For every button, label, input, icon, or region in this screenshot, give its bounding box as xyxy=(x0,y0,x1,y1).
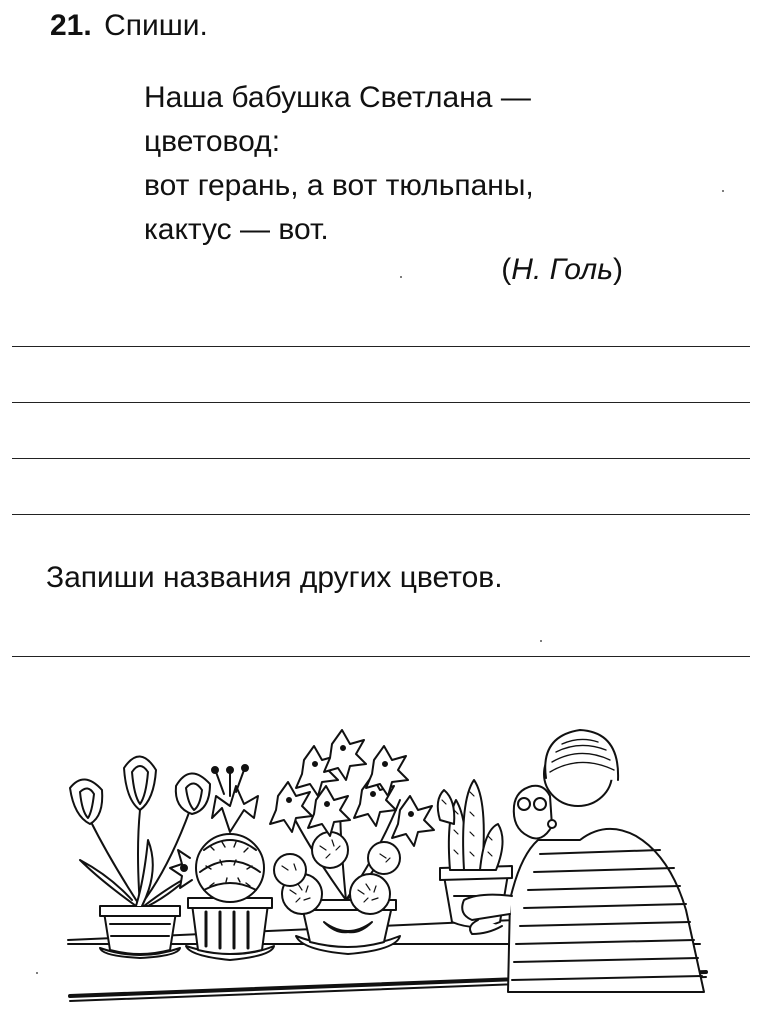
poem-line: кактус — вот. xyxy=(144,213,329,246)
attribution-close-paren: ) xyxy=(613,253,623,286)
scan-speck xyxy=(36,972,38,974)
task-number: 21. xyxy=(50,9,92,42)
writing-line[interactable] xyxy=(12,346,750,347)
writing-line[interactable] xyxy=(12,402,750,403)
geranium-plant-icon xyxy=(270,730,434,954)
grandmother-with-flowers-illustration xyxy=(40,700,720,1020)
writing-line[interactable] xyxy=(12,514,750,515)
writing-line[interactable] xyxy=(12,656,750,657)
poem-attribution xyxy=(144,248,623,292)
poem-line: Наша бабушка Светлана — xyxy=(144,81,531,114)
scan-speck xyxy=(722,190,724,192)
task-header xyxy=(50,6,208,46)
attribution-open-paren: ( xyxy=(501,253,512,286)
scan-speck xyxy=(400,276,402,278)
poem-line: цветовод: xyxy=(144,125,281,158)
poem-author: Н. Голь xyxy=(511,253,613,286)
scan-speck xyxy=(540,640,542,642)
task-instruction: Спиши. xyxy=(104,9,208,42)
task2-instruction: Запиши названия других цветов. xyxy=(46,561,503,594)
poem-line: вот герань, а вот тюльпаны, xyxy=(144,169,534,202)
poem xyxy=(144,76,624,252)
writing-line[interactable] xyxy=(12,458,750,459)
